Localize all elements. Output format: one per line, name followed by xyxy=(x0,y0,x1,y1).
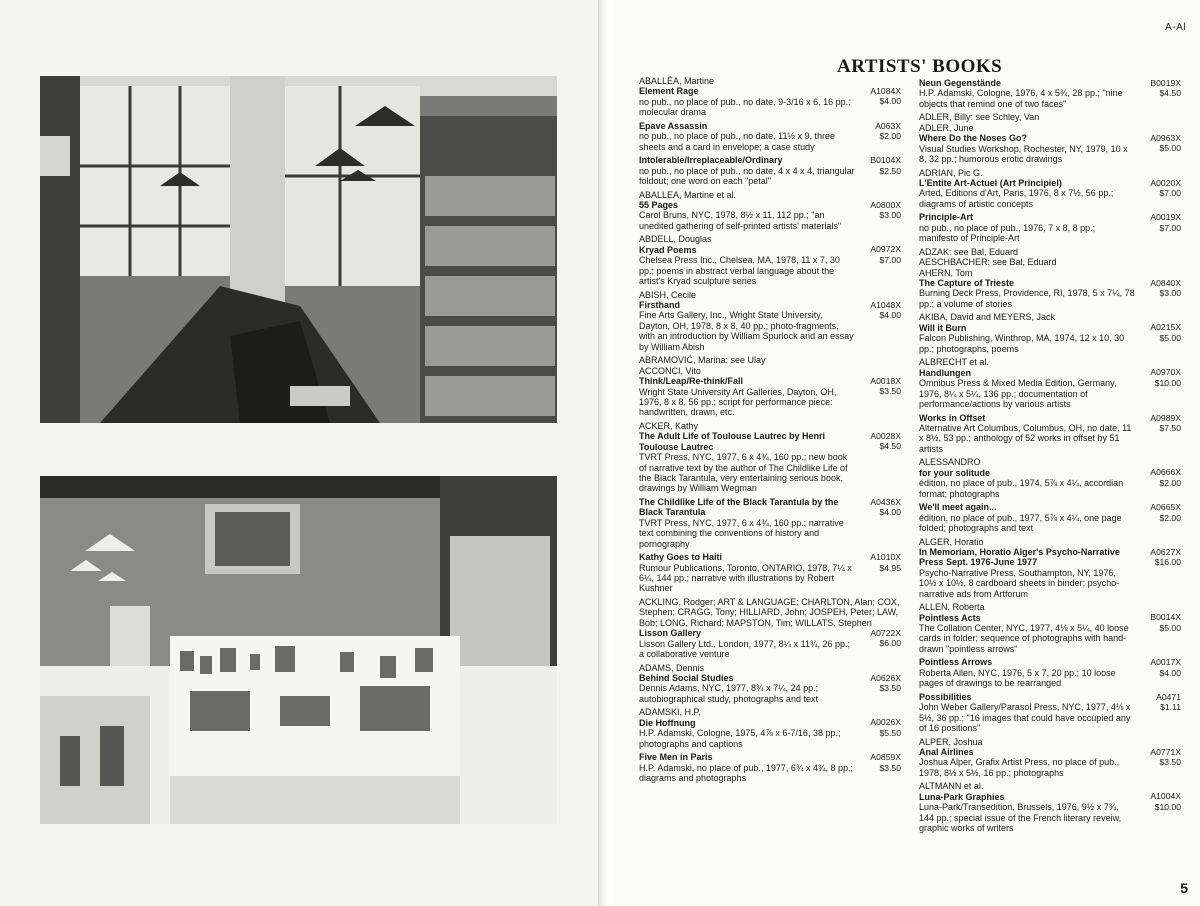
entry-title: Behind Social Studies xyxy=(639,673,734,683)
entry-price: $2.00 xyxy=(1159,512,1181,523)
entry-description: Burning Deck Press, Providence, RI, 1978, 5 x 7¼, 78 pp.; a volume of stories xyxy=(919,288,1135,309)
entry-code: A0963X xyxy=(1150,132,1181,143)
entry-ref xyxy=(1150,78,1181,99)
entry-price: $2.00 xyxy=(879,131,901,142)
entry-code: A0020X xyxy=(1150,177,1181,188)
right-page xyxy=(612,0,1200,906)
entry-description: John Weber Gallery/Parasol Press, NYC, 1977, 4⅛ x 5½, 36 pp.; "16 images that could have occupied any of 16 positions" xyxy=(919,702,1131,733)
entry-code: A063X xyxy=(875,120,901,131)
catalog-column-right xyxy=(919,78,1181,837)
catalog-entry xyxy=(639,497,901,549)
page-gutter xyxy=(598,0,612,906)
catalog-entry xyxy=(919,781,1181,833)
section-heading: ARTISTS' BOOKS xyxy=(837,56,1003,77)
entry-price: $4.00 xyxy=(879,310,901,321)
entry-price: $4.50 xyxy=(879,441,901,452)
entry-ref xyxy=(870,673,901,694)
entry-description: Omnibus Press & Mixed Media Edition, Germany, 1976, 8¼ x 5¼, 136 pp.; documentation of performance/actions by various artists xyxy=(919,378,1117,409)
entry-price: $16.00 xyxy=(1154,556,1181,567)
entry-title: The Childlike Life of the Black Tarantula by the Black Tarantula xyxy=(639,496,839,518)
catalog-entry xyxy=(919,247,1181,257)
entry-description: H.P. Adamski, Cologne, 1975, 4⅞ x 6-7/16, 38 pp.; photographs and captions xyxy=(639,728,841,749)
entry-code: A1010X xyxy=(870,552,901,563)
entry-code: B0104X xyxy=(870,155,901,166)
entry-title: L'Entite Art-Actuel (Art Principiel) xyxy=(919,178,1062,189)
entry-author: AESCHBACHER: see Bal, Eduard xyxy=(919,257,1057,268)
entry-author: ALLEN, Roberta xyxy=(919,602,985,613)
catalog-entry xyxy=(639,707,901,749)
catalog-entry xyxy=(919,737,1181,779)
entry-code: A0436X xyxy=(870,496,901,507)
entry-ref xyxy=(870,86,901,107)
entry-author: ADAMS, Dennis xyxy=(639,662,705,673)
entry-code: A0859X xyxy=(870,752,901,763)
entry-title: Firsthand xyxy=(639,300,681,311)
left-page xyxy=(0,0,598,906)
entry-title: In Memoriam, Horatio Alger's Psycho-Narrative Press Sept. 1976-June 1977 xyxy=(919,546,1120,568)
entry-title: We'll meet again... xyxy=(919,502,997,513)
page-code: A-Al xyxy=(1165,22,1186,33)
entry-author: ADLER, Billy: see Schley, Van xyxy=(919,112,1040,123)
entry-ref xyxy=(1150,502,1181,523)
entry-title: Luna-Park Graphies xyxy=(919,791,1005,802)
entry-description: Carol Bruns, NYC, 1978, 8½ x 11, 112 pp.; "an unedited gathering of self-printed artists' materials" xyxy=(639,210,842,231)
entry-price: $7.00 xyxy=(879,254,901,265)
entry-author: ACCONCI, Vito xyxy=(639,365,701,376)
entry-author: ALPER, Joshua xyxy=(919,736,983,747)
entry-author: ALBRECHT et al. xyxy=(919,357,989,368)
entry-title: The Adult Life of Toulouse Lautrec by Henri Toulouse Lautrec xyxy=(639,431,826,452)
catalog-entry xyxy=(639,290,901,352)
catalog-entry xyxy=(639,752,901,783)
entry-code: A0989X xyxy=(1150,412,1181,423)
entry-description: Psycho-Narrative Press, Southampton, NY, 1976, 10½ x 10½, 8 cardboard sheets in binder; psycho-narrative ads from Artforum xyxy=(919,567,1120,599)
entry-ref xyxy=(1150,747,1181,768)
entry-title: Kryad Poems xyxy=(639,244,697,255)
entry-code: A0471 xyxy=(1156,691,1181,702)
catalog-entry xyxy=(919,123,1181,165)
catalog-entry xyxy=(639,355,901,365)
entry-title: Anal Airlines xyxy=(919,747,974,757)
catalog-entry xyxy=(639,234,901,286)
catalog-entry xyxy=(639,76,901,118)
entry-code: A0800X xyxy=(870,199,901,210)
entry-title: 55 Pages xyxy=(639,200,679,211)
entry-code: A1084X xyxy=(870,86,901,96)
entry-title: Handlungen xyxy=(919,367,971,378)
entry-description: no pub., no place of pub., no date, 4 x 4 x 4, triangular foldout; one word on each "petal" xyxy=(639,165,855,187)
catalog-entry xyxy=(919,413,1181,455)
entry-ref xyxy=(1150,413,1181,434)
entry-author: AKIBA, David and MEYERS, Jack xyxy=(919,312,1056,323)
catalog-entry xyxy=(639,121,901,152)
entry-code: A0626X xyxy=(870,672,901,683)
entry-code: A1004X xyxy=(1150,791,1181,802)
entry-ref xyxy=(1156,692,1181,713)
bookshop-photo-top xyxy=(40,76,557,423)
entry-description: Lisson Gallery Ltd., London, 1977, 8¼ x 11¾, 26 pp.; a collaborative venture xyxy=(639,638,850,659)
catalog-column-left xyxy=(639,76,901,787)
entry-price: $4.50 xyxy=(1159,88,1181,99)
entry-price: $3.50 xyxy=(879,762,901,773)
entry-price: $3.00 xyxy=(879,210,901,221)
entry-title: for your solitude xyxy=(919,467,991,478)
entry-author: ACKLING, Rodger; ART & LANGUAGE; CHARLTON, Alan; COX, Stephen; CRAGG, Tony; HILLIARD, John; JOSPEH, Peter; LAW, Bob; LONG, Richard; MAPSTON, Tim; WILLATS, Stephen xyxy=(639,596,900,628)
entry-code: B0014X xyxy=(1150,612,1181,623)
entry-ref xyxy=(1150,133,1181,154)
entry-ref xyxy=(1150,612,1181,633)
entry-ref xyxy=(870,552,901,573)
entry-author: ALGER, Horatio xyxy=(919,536,984,547)
entry-ref xyxy=(875,121,901,142)
entry-price: $4.00 xyxy=(879,507,901,518)
entry-ref xyxy=(1150,791,1181,812)
entry-price: $6.00 xyxy=(879,638,901,649)
entry-author: ADRIAN, Pic G. xyxy=(919,167,983,178)
entry-price: $5.50 xyxy=(879,727,901,738)
entry-ref xyxy=(1150,178,1181,199)
entry-description: no pub., no place of pub., no date, 11½ x 9, three sheets and a card in envelope; a case study xyxy=(639,131,835,152)
entry-code: A0627X xyxy=(1150,546,1181,557)
catalog-entry xyxy=(919,312,1181,354)
catalog-entry xyxy=(919,268,1181,310)
catalog-entry xyxy=(639,155,901,186)
entry-code: A0666X xyxy=(1150,467,1181,478)
entry-description: Falcon Publishing, Winthrop, MA, 1974, 12 x 10, 30 pp.; photographs, poems xyxy=(919,333,1125,354)
entry-ref xyxy=(1150,212,1181,233)
entry-code: A0972X xyxy=(870,244,901,255)
entry-description: Visual Studies Workshop, Rochester, NY, 1979, 10 x 8, 32 pp.; humorous erotic drawings xyxy=(919,143,1128,165)
entry-description: édition, no place of pub., 1974, 5⅞ x 4¼, accordian format; photographs xyxy=(919,478,1124,499)
entry-code: A0665X xyxy=(1150,502,1181,513)
entry-code: A0771X xyxy=(1150,746,1181,757)
entry-title: Pointless Acts xyxy=(919,612,981,623)
entry-description: Chelsea Press Inc., Chelsea, MA, 1978, 11 x 7, 30 pp.; poems in abstract verbal language about the artist's Kryad sculpture series xyxy=(639,255,840,287)
catalog-entry xyxy=(919,602,1181,654)
entry-code: A1048X xyxy=(870,299,901,310)
entry-code: A0018X xyxy=(870,375,901,386)
entry-title: Principle-Art xyxy=(919,212,974,223)
page-number: 5 xyxy=(1180,880,1188,896)
entry-price: $3.50 xyxy=(879,683,901,693)
entry-description: Fine Arts Gallery, Inc., Wright State University, Dayton, OH, 1978, 8 x 8, 40 pp.; photo-fragments, with an introduction by William Spurlock and an essay by William Abish xyxy=(639,310,854,352)
entry-price: $10.00 xyxy=(1154,377,1181,388)
entry-description: Luna-Park/Transedition, Brussels, 1976, 9½ x 7¾, 144 pp.; special issue of the French literary reveiw, graphic works of writers xyxy=(919,802,1122,834)
entry-price: $7.00 xyxy=(1159,222,1181,233)
entry-description: TVRT Press, NYC, 1977, 6 x 4¾, 160 pp.; new book of narrative text by the author of The Childlike Life of the Black Tarantula, very entertaining serious book, drawings by William Wegman xyxy=(639,452,848,494)
entry-description: no pub., no place of pub., 1976, 7 x 8, 8 pp.; manifesto of Principle-Art xyxy=(919,222,1096,244)
entry-price: $5.00 xyxy=(1159,143,1181,154)
entry-title: Element Rage xyxy=(639,86,699,97)
entry-description: Roberta Allen, NYC, 1976, 5 x 7, 20 pp.; 10 loose pages of drawings to be rearranged xyxy=(919,667,1116,689)
entry-price: $4.95 xyxy=(879,562,901,573)
catalog-entry xyxy=(639,366,901,418)
entry-title: Possibilities xyxy=(919,691,972,702)
entry-code: A0028X xyxy=(870,430,901,441)
entry-ref xyxy=(870,155,901,176)
entry-price: $5.00 xyxy=(1159,622,1181,633)
catalog-entry xyxy=(919,657,1181,688)
entry-title: Lisson Gallery xyxy=(639,628,702,639)
entry-price: $4.00 xyxy=(879,96,901,107)
catalog-entry xyxy=(919,692,1181,734)
entry-price: $4.00 xyxy=(1159,667,1181,678)
entry-price: $3.00 xyxy=(1159,288,1181,299)
bookshop-photo-bottom xyxy=(40,476,557,824)
entry-ref xyxy=(1150,657,1181,678)
entry-ref xyxy=(1150,547,1181,568)
entry-code: A0840X xyxy=(1150,277,1181,288)
entry-code: A0215X xyxy=(1150,322,1181,333)
entry-author: ADAMSKI, H.P. xyxy=(639,707,701,718)
catalog-entry xyxy=(639,190,901,232)
catalog-entry xyxy=(919,112,1181,122)
catalog-entry xyxy=(919,257,1181,267)
entry-ref xyxy=(870,497,901,518)
catalog-entry xyxy=(919,457,1181,499)
catalog-entry xyxy=(639,421,901,494)
entry-description: Wright State University Art Galleries, Dayton, OH, 1976, 8 x 8, 56 pp.; script for performance piece: handwritten, drawn, etc. xyxy=(639,386,837,418)
entry-author: ADLER, June xyxy=(919,122,974,133)
catalog-entry xyxy=(639,552,901,594)
entry-ref xyxy=(1150,367,1181,388)
entry-title: Where Do the Noses Go? xyxy=(919,133,1028,144)
entry-code: B0019X xyxy=(1150,78,1181,88)
entry-price: $3.50 xyxy=(879,386,901,397)
catalog-entry xyxy=(919,212,1181,243)
entry-description: The Collation Center, NYC, 1977, 4⅛ x 5¼, 40 loose cards in folder; sequence of photographs with hand-drawn "pointless arrows" xyxy=(919,622,1129,654)
entry-author: ADZAK: see Bal, Eduard xyxy=(919,246,1019,257)
entry-price: $7.50 xyxy=(1159,422,1181,433)
entry-description: H.P. Adamski, Cologne, 1976, 4 x 5¾, 28 pp.; "nine objects that remind one of two faces" xyxy=(919,88,1123,109)
entry-ref xyxy=(870,752,901,773)
entry-code: A0017X xyxy=(1150,657,1181,668)
entry-price: $10.00 xyxy=(1154,801,1181,812)
entry-code: A0026X xyxy=(870,717,901,728)
entry-author: ABDELL, Douglas xyxy=(639,234,712,245)
entry-title: Intolerable/Irreplaceable/Ordinary xyxy=(639,155,783,166)
catalog-entry xyxy=(919,502,1181,533)
entry-code: A0722X xyxy=(870,627,901,638)
entry-author: ALESSANDRO xyxy=(919,457,981,468)
entry-author: ABALLÉA, Martine xyxy=(639,76,715,86)
entry-title: Neun Gegenstände xyxy=(919,78,1002,88)
entry-price: $2.00 xyxy=(1159,477,1181,488)
entry-description: Joshua Alper, Grafix Artist Press, no place of pub., 1978, 8½ x 5½, 16 pp.; photographs xyxy=(919,757,1120,778)
catalog-entry xyxy=(639,597,901,659)
entry-ref xyxy=(1150,322,1181,343)
entry-description: Rumour Publications, Toronto, ONTARIO, 1978, 7¼ x 6¼, 144 pp.; narrative with illustrations by Robert Kushner xyxy=(639,562,852,594)
entry-ref xyxy=(870,431,901,452)
entry-price: $7.00 xyxy=(1159,188,1181,199)
catalog-entry xyxy=(639,663,901,705)
entry-description: Arted, Editions d'Art, Paris, 1976, 8 x 7½, 56 pp.; diagrams of artistic concepts xyxy=(919,188,1114,209)
entry-title: Think/Leap/Re-think/Fall xyxy=(639,376,744,387)
entry-price: $5.00 xyxy=(1159,332,1181,343)
entry-title: Will it Burn xyxy=(919,322,967,333)
catalog-entry xyxy=(919,168,1181,210)
entry-author: ACKER, Kathy xyxy=(639,420,699,431)
entry-description: TVRT Press, NYC, 1977, 6 x 4¾, 160 pp.; narrative text combining the conventions of history and pornography xyxy=(639,517,844,549)
entry-code: A0970X xyxy=(1150,367,1181,378)
entry-author: ABALLEA, Martine et al. xyxy=(639,189,737,200)
entry-title: Works in Offset xyxy=(919,412,986,423)
entry-ref xyxy=(870,200,901,221)
entry-description: édition, no place of pub., 1977, 5⅞ x 4¼, one page folded; photographs and text xyxy=(919,512,1122,533)
entry-price: $1.11 xyxy=(1160,702,1181,713)
entry-description: H.P. Adamski, no place of pub., 1977, 6¾ x 4¾, 8 pp.; diagrams and photographs xyxy=(639,762,853,784)
catalog-entry xyxy=(919,357,1181,409)
entry-title: Pointless Arrows xyxy=(919,657,993,668)
entry-title: Five Men in Paris xyxy=(639,752,713,763)
entry-description: Dennis Adams, NYC, 1977, 8¾ x 7¼, 24 pp.; autobiographical study, photographs and text xyxy=(639,683,819,704)
entry-author: AHERN, Tom xyxy=(919,267,973,278)
entry-price: $2.50 xyxy=(879,165,901,176)
catalog-entry xyxy=(919,78,1181,109)
entry-title: Epave Assassin xyxy=(639,120,708,131)
entry-price: $3.50 xyxy=(1159,757,1181,767)
entry-ref xyxy=(870,376,901,397)
entry-ref xyxy=(1150,278,1181,299)
entry-ref xyxy=(870,717,901,738)
entry-ref xyxy=(870,628,901,649)
entry-ref xyxy=(1150,467,1181,488)
entry-author: ALTMANN et al. xyxy=(919,781,984,792)
entry-ref xyxy=(870,244,901,265)
entry-description: no pub., no place of pub., no date, 9-3/16 x 6, 16 pp.; molecular drama xyxy=(639,96,851,118)
entry-title: The Capture of Trieste xyxy=(919,278,1015,289)
catalog-entry xyxy=(919,537,1181,599)
entry-author: ABISH, Cecile xyxy=(639,289,697,300)
entry-title: Kathy Goes to Haiti xyxy=(639,552,723,563)
entry-title: Die Hoffnung xyxy=(639,717,696,728)
entry-code: A0019X xyxy=(1150,212,1181,223)
entry-author: ABRAMOVIĆ, Marina: see Ulay xyxy=(639,355,766,366)
entry-description: Alternative Art Columbus, Columbus, OH, no date, 11 x 8½, 53 pp.; anthology of 52 works in offset by 51 artists xyxy=(919,422,1132,454)
entry-ref xyxy=(870,300,901,321)
